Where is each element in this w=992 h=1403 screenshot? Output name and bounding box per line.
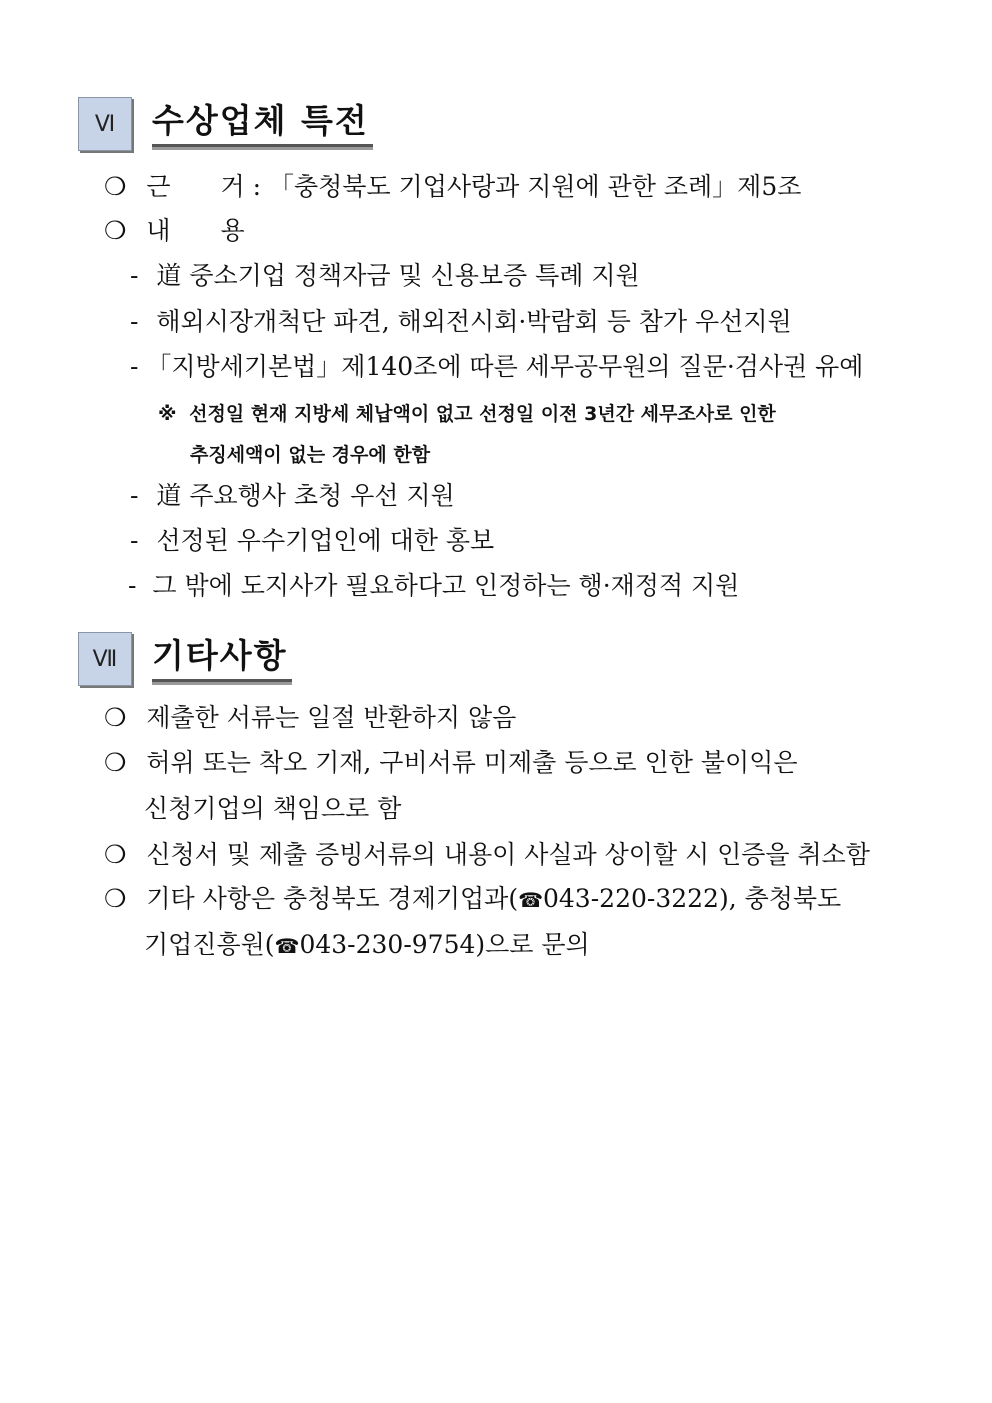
list-item xyxy=(128,569,739,603)
list-item xyxy=(130,479,455,513)
list-item xyxy=(104,882,841,917)
dash-bullet: - xyxy=(128,571,137,600)
dash-bullet: - xyxy=(130,307,139,336)
item-text: 허위 또는 착오 기재, 구비서류 미제출 등으로 인한 불이익은 xyxy=(146,748,798,777)
list-item xyxy=(104,746,798,780)
list-item xyxy=(130,524,494,558)
dash-bullet: - xyxy=(130,481,139,510)
item-text: 내 용 xyxy=(146,216,245,245)
section-6-title: 수상업체 특전 xyxy=(152,101,373,147)
item-text: 선정된 우수기업인에 대한 홍보 xyxy=(156,526,495,555)
list-item xyxy=(104,214,245,248)
item-text: 제출한 서류는 일절 반환하지 않음 xyxy=(146,703,517,732)
section-6-header xyxy=(78,97,373,151)
item-text: 道 주요행사 초청 우선 지원 xyxy=(156,481,455,510)
list-item-continuation xyxy=(144,928,590,963)
list-item xyxy=(130,259,640,293)
item-text: 그 밖에 도지사가 필요하다고 인정하는 행·재정적 지원 xyxy=(152,571,740,600)
list-item xyxy=(104,170,801,204)
item-text: 신청기업의 책임으로 함 xyxy=(144,794,402,823)
note-line xyxy=(158,400,776,428)
note-text: 추징세액이 없는 경우에 한함 xyxy=(190,444,431,466)
reference-mark-icon: ※ xyxy=(158,403,177,425)
item-text-a: 기타 사항은 충청북도 경제기업과( xyxy=(146,884,519,913)
phone-number: 043-230-9754 xyxy=(299,930,476,959)
phone-number: 043-220-3222 xyxy=(543,884,719,913)
circle-bullet-icon: ❍ xyxy=(104,703,127,732)
dash-bullet: - xyxy=(130,261,139,290)
dash-bullet: - xyxy=(130,352,139,381)
section-6-number: Ⅵ xyxy=(78,97,132,151)
list-item xyxy=(130,305,792,339)
item-text: 신청서 및 제출 증빙서류의 내용이 사실과 상이할 시 인증을 취소함 xyxy=(146,840,870,869)
circle-bullet-icon: ❍ xyxy=(104,216,127,245)
telephone-icon: ☎ xyxy=(274,934,300,958)
circle-bullet-icon: ❍ xyxy=(104,884,127,913)
item-text: 해외시장개척단 파견, 해외전시회·박람회 등 참가 우선지원 xyxy=(156,307,792,336)
item-text-b: )으로 문의 xyxy=(475,930,590,959)
item-text: 근 거 : 「충청북도 기업사랑과 지원에 관한 조례」제5조 xyxy=(146,172,802,201)
item-text: 道 중소기업 정책자금 및 신용보증 특례 지원 xyxy=(156,261,640,290)
note-text: 선정일 현재 지방세 체납액이 없고 선정일 이전 3년간 세무조사로 인한 xyxy=(189,403,776,425)
dash-bullet: - xyxy=(130,526,139,555)
item-text: 「지방세기본법」제140조에 따른 세무공무원의 질문·검사권 유예 xyxy=(146,352,864,381)
list-item xyxy=(130,350,863,384)
circle-bullet-icon: ❍ xyxy=(104,172,127,201)
list-item xyxy=(104,838,870,872)
section-7-header xyxy=(78,632,292,686)
note-line xyxy=(190,441,430,469)
circle-bullet-icon: ❍ xyxy=(104,840,127,869)
section-7-number: Ⅶ xyxy=(78,632,132,686)
list-item-continuation xyxy=(144,792,401,826)
item-text-a: 기업진흥원( xyxy=(144,930,275,959)
telephone-icon: ☎ xyxy=(518,888,543,912)
circle-bullet-icon: ❍ xyxy=(104,748,127,777)
list-item xyxy=(104,701,516,735)
section-7-title: 기타사항 xyxy=(152,636,292,682)
item-text-b: ), 충청북도 xyxy=(718,884,842,913)
